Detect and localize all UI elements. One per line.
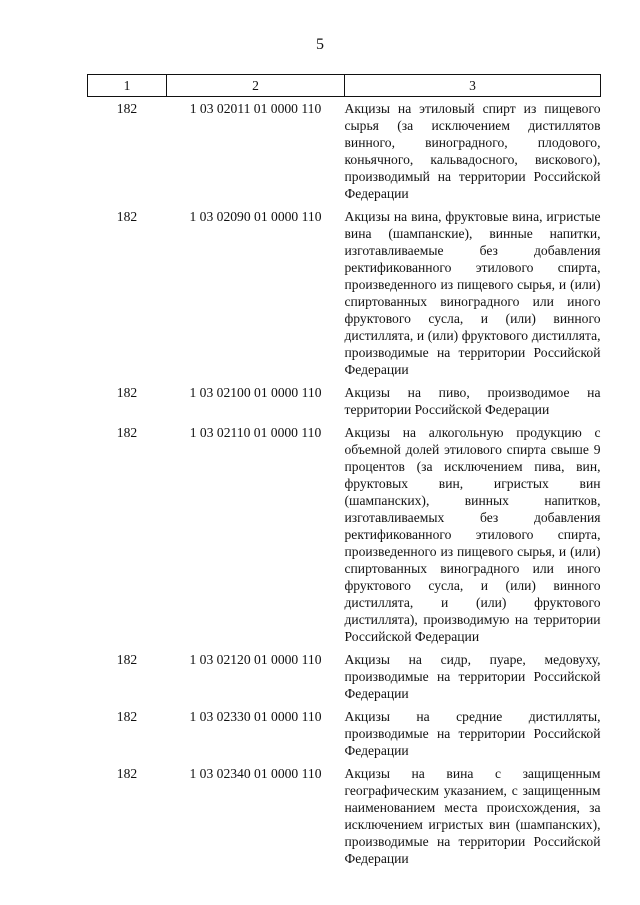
page-number: 5 [316, 36, 324, 53]
budget-code-cell: 1 03 02110 01 0000 110 [189, 425, 322, 440]
table-header [88, 75, 601, 97]
budget-code-cell: 1 03 02340 01 0000 110 [189, 766, 322, 781]
description-cell: Акцизы на пиво, производимое на территории Российской Федерации [344, 385, 601, 417]
budget-code-cell: 1 03 02330 01 0000 110 [189, 709, 322, 724]
table-row [88, 651, 601, 708]
description-cell: Акцизы на средние дистилляты, производимые на территории Российской Федерации [344, 709, 601, 758]
description-cell: Акцизы на сидр, пуаре, медовуху, производимые на территории Российской Федерации [344, 652, 601, 701]
header-row [88, 75, 601, 97]
header-col-3: 3 [345, 75, 601, 97]
table-row [88, 424, 601, 651]
agency-code-cell: 182 [116, 652, 138, 667]
table-row [88, 384, 601, 424]
agency-code-cell: 182 [116, 425, 138, 440]
table-row [88, 97, 601, 209]
agency-code-cell: 182 [116, 709, 138, 724]
budget-code-cell: 1 03 02120 01 0000 110 [189, 652, 322, 667]
table-row [88, 765, 601, 873]
agency-code-cell: 182 [116, 209, 138, 224]
table-body [88, 97, 601, 874]
header-col-1: 1 [88, 75, 167, 97]
header-col-2: 2 [167, 75, 345, 97]
budget-code-cell: 1 03 02090 01 0000 110 [189, 209, 322, 224]
description-cell: Акцизы на этиловый спирт из пищевого сырья (за исключением дистиллятов винного, виноградного, плодового, коньячного, кальвадосного, вискового), производимый на территории Российской Федерации [344, 101, 601, 201]
budget-codes-table [87, 74, 601, 873]
description-cell: Акцизы на вина, фруктовые вина, игристые вина (шампанские), винные напитки, изготавливаемые без добавления ректификованного этилового спирта, произведенного из пищевого сырья, и (или) спиртованных виноградного или иного фруктового сусла, и (или) винного дистиллята, и (или) фруктового дистиллята, производимые на территории Российской Федерации [344, 209, 601, 377]
agency-code-cell: 182 [116, 385, 138, 400]
budget-code-cell: 1 03 02011 01 0000 110 [189, 101, 322, 116]
agency-code-cell: 182 [116, 101, 138, 116]
description-cell: Акцизы на вина с защищенным географическим указанием, с защищенным наименованием места происхождения, за исключением игристых вин (шампанских), производимые на территории Российской Федерации [344, 766, 601, 866]
agency-code-cell: 182 [116, 766, 138, 781]
table-row [88, 708, 601, 765]
description-cell: Акцизы на алкогольную продукцию с объемной долей этилового спирта свыше 9 процентов (за исключением пива, вин, фруктовых вин, игристых вин (шампанских), винных напитков, изготавливаемых без добавления ректификованного этилового спирта, произведенного из пищевого сырья, и (или) спиртованных виноградного или иного фруктового сусла, и (или) винного дистиллята, и (или) фруктового дистиллята), производимую на территории Российской Федерации [344, 425, 601, 644]
budget-code-cell: 1 03 02100 01 0000 110 [189, 385, 322, 400]
table-row [88, 208, 601, 384]
